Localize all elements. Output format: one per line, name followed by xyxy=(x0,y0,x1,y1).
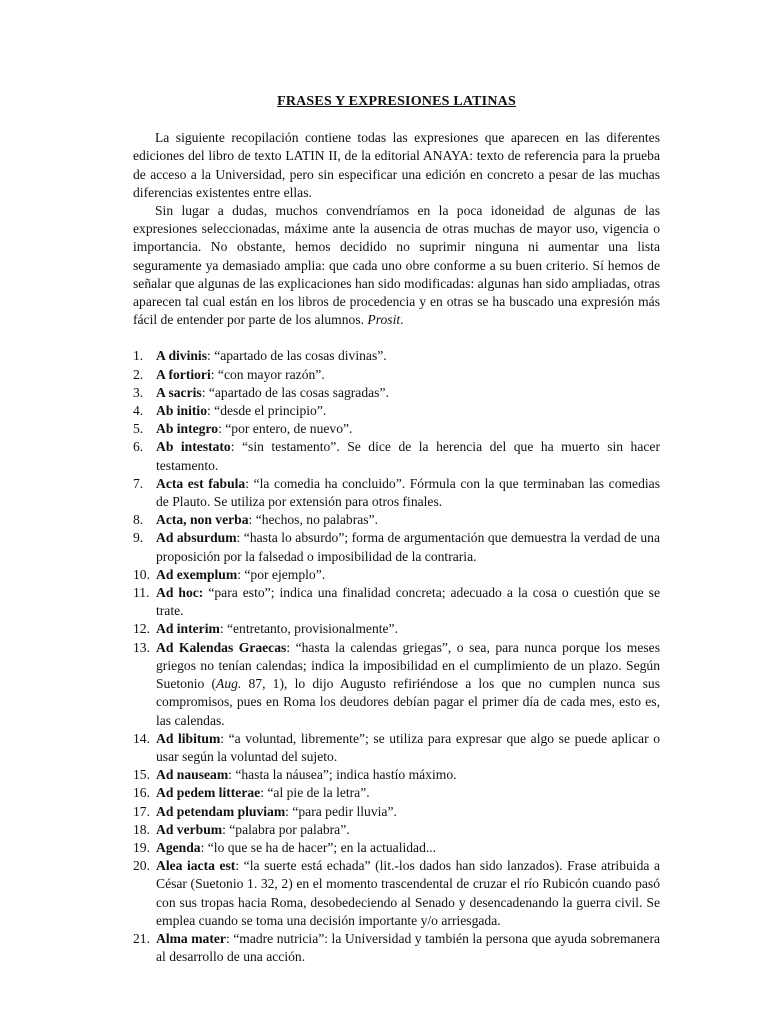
list-item-number: 18. xyxy=(133,821,150,837)
latin-term: Ad interim xyxy=(156,621,220,637)
list-item-number: 12. xyxy=(133,621,150,637)
list-item-number: 3. xyxy=(133,384,144,400)
definition-text: : “por ejemplo”. xyxy=(237,566,326,582)
list-item xyxy=(133,347,660,365)
list-item xyxy=(133,366,660,384)
intro-paragraph-2-text: Sin lugar a dudas, muchos convendríamos en la poca idoneidad de algunas de las expresiones seleccionadas, máxime ante la ausencia de otras muchas de mayor uso, vigencia o importancia. No obstante, hemos decidido no suprimir ninguna ni aumentar una lista seguramente ya demasiado amplia: que cada uno obre conforme a su buen criterio. Sí hemos de señalar que algunas de las explicaciones han sido modificadas: algunas han sido ampliadas, otras aparecen tal cual están en los libros de procedencia y en otras se ha buscado una expresión más fácil de entender por parte de los alumnos. xyxy=(133,203,660,328)
latin-term: Acta, non verba xyxy=(156,512,249,528)
definition-text: : “hasta la calendas griegas”, o sea, para nunca porque los meses griegos no tenían calendas; indica la imposibilidad en el cumplimiento de un plazo. Según Suetonio ( xyxy=(156,639,660,692)
list-item-number: 16. xyxy=(133,785,150,801)
definition-text: : “entretanto, provisionalmente”. xyxy=(219,621,398,637)
list-item-body xyxy=(156,347,660,365)
list-item-number: 15. xyxy=(133,767,150,783)
list-item xyxy=(133,803,660,821)
definition-text: : “palabra por palabra”. xyxy=(222,821,350,837)
definition-text: : “hasta la náusea”; indica hastío máximo. xyxy=(228,767,457,783)
list-item-body xyxy=(156,529,660,565)
list-item-body xyxy=(156,730,660,766)
list-item-number: 13. xyxy=(133,639,150,655)
list-item-number: 5. xyxy=(133,421,144,437)
latin-term: Alma mater xyxy=(156,930,226,946)
latin-term: Ad libitum xyxy=(156,730,221,746)
latin-term: A sacris xyxy=(156,384,202,400)
list-item-body xyxy=(156,821,660,839)
list-item xyxy=(133,857,660,930)
list-item-body xyxy=(156,584,660,620)
latin-term: Ad absurdum xyxy=(156,530,237,546)
list-item xyxy=(133,384,660,402)
definition-text: : “madre nutricia”: la Universidad y también la persona que ayuda sobremanera al desarrollo de una acción. xyxy=(156,930,661,965)
list-item-body xyxy=(156,766,660,784)
definition-text: : “al pie de la letra”. xyxy=(260,785,370,801)
intro-paragraph-1 xyxy=(133,129,660,202)
definition-text: : “apartado de las cosas divinas”. xyxy=(207,348,387,364)
italic-reference: Aug. xyxy=(216,676,242,692)
list-item-number: 11. xyxy=(133,585,150,601)
list-item xyxy=(133,930,660,966)
list-item-body xyxy=(156,384,660,402)
latin-term: Ad pedem litterae xyxy=(156,785,261,801)
list-item-number: 10. xyxy=(133,566,150,582)
list-item-number: 1. xyxy=(133,348,144,364)
intro-paragraph-1-text: La siguiente recopilación contiene todas las expresiones que aparecen en las diferentes ediciones del libro de texto LATIN II, de la editorial ANAYA: texto de referencia para la prueba de acceso a la Universidad, pero sin especificar una edición en concreto a pesar de las muchas diferencias existentes entre ellas. xyxy=(133,130,660,200)
list-item-body xyxy=(156,511,660,529)
latin-term: Ad verbum xyxy=(156,821,223,837)
list-item xyxy=(133,584,660,620)
list-item-body xyxy=(156,438,660,474)
latin-term: Ab initio xyxy=(156,403,207,419)
list-item xyxy=(133,821,660,839)
document-title: FRASES Y EXPRESIONES LATINAS xyxy=(277,94,516,109)
latin-term: Alea iacta est xyxy=(156,858,236,874)
list-item xyxy=(133,766,660,784)
definition-text: : “la comedia ha concluido”. Fórmula con la que terminaban las comedias de Plauto. Se utiliza por extensión para otros finales. xyxy=(156,475,660,510)
list-item xyxy=(133,639,660,730)
list-item-number: 8. xyxy=(133,512,144,528)
definition-text: : “a voluntad, libremente”; se utiliza para expresar que algo se puede aplicar o usar según la voluntad del sujeto. xyxy=(156,730,661,764)
definition-text: : “sin testamento”. Se dice de la herencia del que ha muerto sin hacer testamento. xyxy=(156,439,660,473)
latin-term: Agenda xyxy=(156,839,201,855)
list-item-number: 17. xyxy=(133,803,150,819)
list-item xyxy=(133,438,660,474)
definition-text: : “hasta lo absurdo”; forma de argumentación que demuestra la verdad de una proposición por la falsedad o imposibilidad de la contraria. xyxy=(156,530,660,564)
list-item-number: 7. xyxy=(133,475,144,491)
list-item-body xyxy=(156,620,660,638)
list-item-number: 9. xyxy=(133,530,144,546)
list-item xyxy=(133,839,660,857)
list-item-body xyxy=(156,366,660,384)
list-item xyxy=(133,620,660,638)
list-item xyxy=(133,566,660,584)
latin-term: Ad nauseam xyxy=(156,767,229,783)
latin-term: Ad petendam pluviam xyxy=(156,803,286,819)
latin-term: Acta est fabula xyxy=(156,475,246,491)
list-item-body xyxy=(156,930,660,966)
list-item xyxy=(133,511,660,529)
definition-text: : “por entero, de nuevo”. xyxy=(218,421,353,437)
list-item-body xyxy=(156,639,660,730)
latin-term: Ab integro xyxy=(156,421,219,437)
list-item xyxy=(133,420,660,438)
latin-term: Ab intestato xyxy=(156,439,231,455)
list-item-body xyxy=(156,566,660,584)
list-item xyxy=(133,784,660,802)
definition-text: “para esto”; indica una finalidad concreta; adecuado a la cosa o cuestión que se trate. xyxy=(156,585,660,619)
definition-text-continued: 87, 1), lo dijo Augusto refiriéndose a los que no cumplen nunca sus compromisos, pues en Roma los deudores debían pagar el primer día de cada mes, esto es, las calendas. xyxy=(156,676,660,728)
definition-text: : “la suerte está echada” (lit.-los dados han sido lanzados). Frase atribuida a César (Suetonio 1. 32, 2) en el momento trascendental de cruzar el río Rubicón cuando pasó con sus tropas hacia Roma, desobedeciendo al Senado y desencadenando la guerra civil. Se emplea cuando se toma una decisión importante y/o arriesgada. xyxy=(156,858,660,928)
definition-text: : “con mayor razón”. xyxy=(210,366,325,382)
intro-prosit: Prosit xyxy=(367,312,401,328)
list-item-number: 2. xyxy=(133,366,144,382)
list-item-number: 20. xyxy=(133,858,150,874)
list-item-number: 21. xyxy=(133,930,150,946)
list-item-number: 6. xyxy=(133,439,144,455)
expression-list xyxy=(133,347,660,966)
list-item-body xyxy=(156,857,660,930)
latin-term: Ad hoc: xyxy=(156,585,204,601)
definition-text: : “desde el principio”. xyxy=(207,403,327,419)
definition-text: : “hechos, no palabras”. xyxy=(248,512,378,528)
list-item-number: 14. xyxy=(133,730,150,746)
list-item-body xyxy=(156,475,660,511)
list-item-number: 4. xyxy=(133,403,144,419)
intro-paragraph-2: Sin lugar a dudas, muchos convendríamos en la poca idoneidad de algunas de las expresiones seleccionadas, máxime ante la ausencia de otras muchas de mayor uso, vigencia o importancia. No obstante, hemos decidido no suprimir ninguna ni aumentar una lista seguramente ya demasiado amplia: que cada uno obre conforme a su buen criterio. Sí hemos de señalar que algunas de las explicaciones han sido modificadas: algunas han sido ampliadas, otras aparecen tal cual están en los libros de procedencia y en otras se ha buscado una expresión más fácil de entender por parte de los alumnos. Prosit. xyxy=(133,203,660,328)
list-item xyxy=(133,730,660,766)
list-item-body xyxy=(156,803,660,821)
list-item-number: 19. xyxy=(133,839,150,855)
list-item-body xyxy=(156,402,660,420)
definition-text: : “lo que se ha de hacer”; en la actualidad... xyxy=(200,839,437,855)
list-item-body xyxy=(156,839,660,857)
latin-term: Ad exemplum xyxy=(156,566,238,582)
list-item xyxy=(133,402,660,420)
latin-term: Ad Kalendas Graecas xyxy=(156,639,287,655)
list-item xyxy=(133,475,660,511)
list-item-body xyxy=(156,420,660,438)
latin-term: A divinis xyxy=(156,348,208,364)
latin-term: A fortiori xyxy=(156,366,211,382)
list-item-body xyxy=(156,784,660,802)
definition-text: : “apartado de las cosas sagradas”. xyxy=(201,384,389,400)
definition-text: : “para pedir lluvia”. xyxy=(285,803,397,819)
list-item xyxy=(133,529,660,565)
